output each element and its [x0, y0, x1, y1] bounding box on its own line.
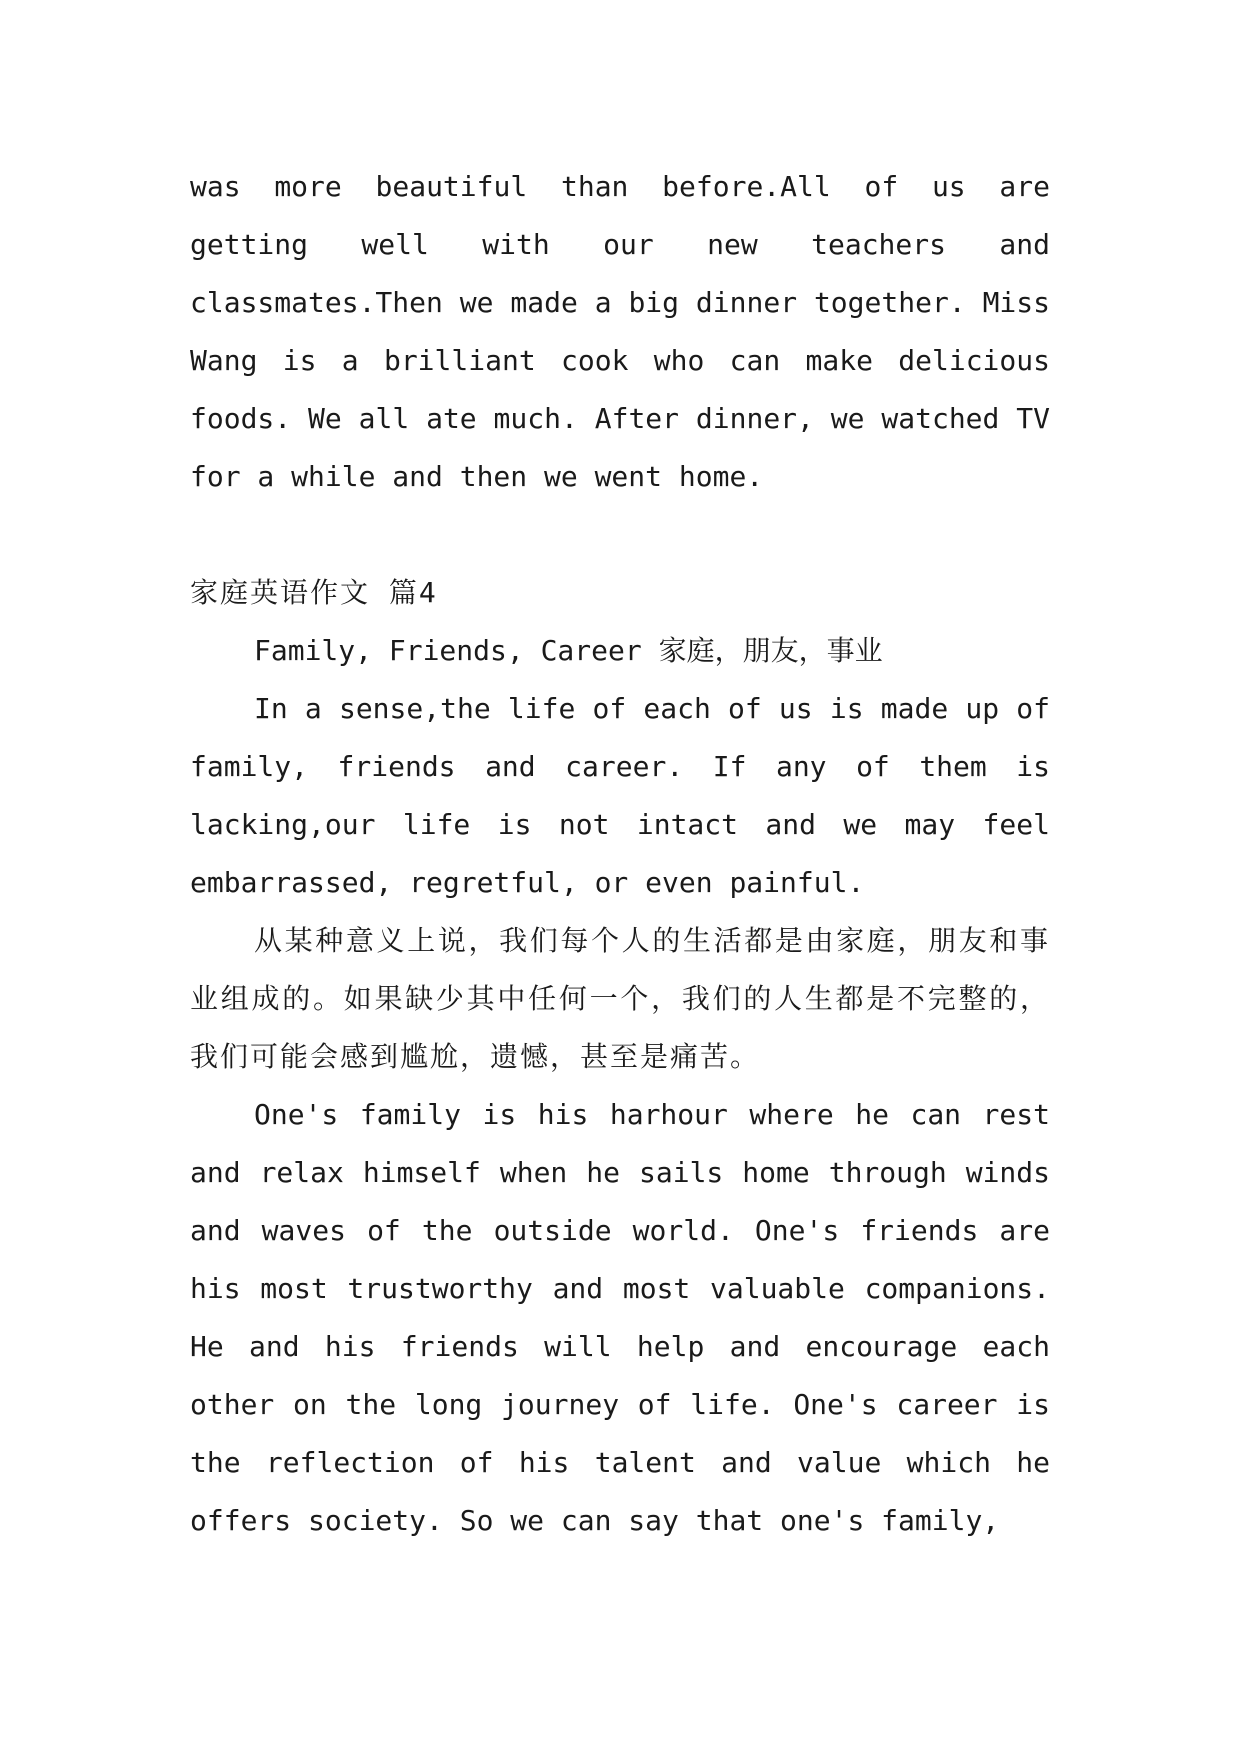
chinese-paragraph-1: 从某种意义上说，我们每个人的生活都是由家庭，朋友和事业组成的。如果缺少其中任何一个，我们的人生都是不完整的，我们可能会感到尴尬，遗憾，甚至是痛苦。	[190, 924, 1050, 1073]
document-body	[190, 158, 1050, 1550]
english-paragraph-2: One's family is his harhour where he can rest and relax himself when he sails home through winds and waves of the outside world. One's friends are his most trustworthy and most valuable companions. He and his friends will help and encourage each other on the long journey of life. One's career is the reflection of his talent and value which he offers society. So we can say that one's family,	[190, 1098, 1050, 1537]
continued-paragraph: was more beautiful than before.All of us are getting well with our new teachers and classmates.Then we made a big dinner together. Miss Wang is a brilliant cook who can make delicious foods. We all ate much. After dinner, we watched TV for a while and then we went home.	[190, 170, 1050, 493]
english-paragraph-1: In a sense,the life of each of us is made up of family, friends and career. If any of them is lacking,our life is not intact and we may feel embarrassed, regretful, or even painful.	[190, 692, 1050, 899]
section-heading: 家庭英语作文 篇4	[190, 576, 438, 609]
essay-title: Family, Friends, Career 家庭，朋友，事业	[254, 634, 883, 667]
